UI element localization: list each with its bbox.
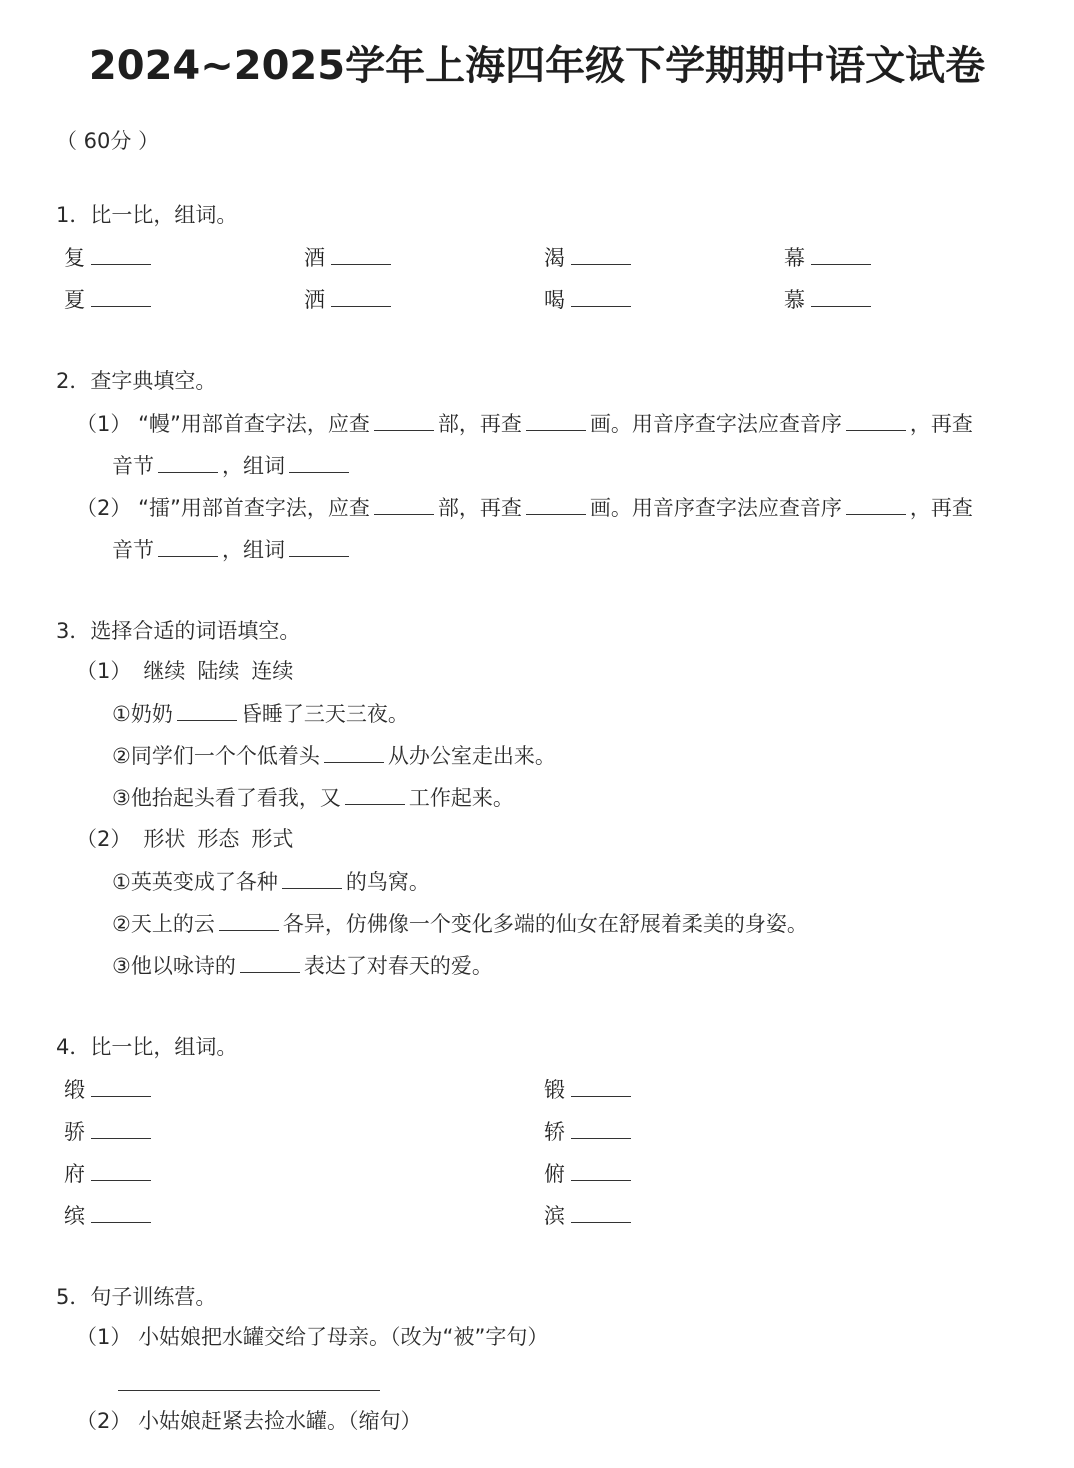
q3-g1-sentence: ③他抬起头看了看我，又 工作起来。 [112, 782, 514, 813]
q3-g1-sentence: ①奶奶 昏睡了三天三夜。 [112, 698, 409, 729]
answer-blank[interactable] [289, 450, 349, 473]
answer-blank[interactable] [571, 1074, 631, 1097]
answer-blank[interactable] [571, 1200, 631, 1223]
q1-item: 渴 [544, 242, 635, 273]
answer-blank[interactable] [846, 408, 906, 431]
q4-item: 府 [64, 1158, 155, 1189]
answer-blank[interactable] [345, 782, 405, 805]
q4-item: 缤 [64, 1200, 155, 1231]
q3-g2-sentence: ③他以咏诗的 表达了对春天的爱。 [112, 950, 493, 981]
answer-blank[interactable] [91, 1074, 151, 1097]
answer-blank[interactable] [571, 1158, 631, 1181]
q3-label: 3．选择合适的词语填空。 [56, 619, 301, 643]
q3-g2-sentence: ①英英变成了各种 的鸟窝。 [112, 866, 430, 897]
answer-blank[interactable] [526, 408, 586, 431]
q3-group1-options: （1） 继续 陆续 连续 [76, 659, 294, 683]
q1-item: 慕 [784, 284, 875, 315]
answer-blank[interactable] [219, 908, 279, 931]
q3-group2-options: （2） 形状 形态 形式 [76, 827, 294, 851]
answer-blank[interactable] [811, 242, 871, 265]
q5-part1: （1） 小姑娘把水罐交给了母亲。（改为“被”字句） [76, 1325, 549, 1349]
answer-blank[interactable] [91, 242, 151, 265]
q2-label: 2．查字典填空。 [56, 369, 217, 393]
q4-item: 轿 [544, 1116, 635, 1147]
score-label: （ 60分 ） [56, 129, 160, 153]
q4-item: 缎 [64, 1074, 155, 1105]
answer-blank[interactable] [91, 1200, 151, 1223]
q1-item: 夏 [64, 284, 155, 315]
answer-blank[interactable] [158, 450, 218, 473]
answer-blank[interactable] [282, 866, 342, 889]
page-title: 2024~2025学年上海四年级下学期期中语文试卷 [88, 43, 986, 89]
answer-line[interactable] [118, 1366, 380, 1391]
answer-blank[interactable] [811, 284, 871, 307]
answer-blank[interactable] [331, 242, 391, 265]
q4-item: 滨 [544, 1200, 635, 1231]
answer-blank[interactable] [240, 950, 300, 973]
answer-blank[interactable] [91, 1116, 151, 1139]
answer-blank[interactable] [91, 1158, 151, 1181]
answer-blank[interactable] [571, 284, 631, 307]
answer-blank[interactable] [289, 534, 349, 557]
q4-item: 俯 [544, 1158, 635, 1189]
answer-blank[interactable] [158, 534, 218, 557]
q3-g2-sentence: ②天上的云 各异，仿佛像一个变化多端的仙女在舒展着柔美的身姿。 [112, 908, 808, 939]
q1-item: 酒 [304, 242, 395, 273]
q1-item: 喝 [544, 284, 635, 315]
q5-label: 5．句子训练营。 [56, 1285, 217, 1309]
q2-part2-line2: 音节 ，组词 [112, 534, 353, 565]
answer-blank[interactable] [846, 492, 906, 515]
answer-blank[interactable] [177, 698, 237, 721]
answer-blank[interactable] [324, 740, 384, 763]
answer-blank[interactable] [374, 492, 434, 515]
q2-part2-line1: （2） “擂”用部首查字法，应查 部，再查 画。用音序查字法应查音序 ，再查 [76, 492, 973, 523]
q2-part1-line1: （1） “幔”用部首查字法，应查 部，再查 画。用音序查字法应查音序 ，再查 [76, 408, 973, 439]
q1-label: 1．比一比，组词。 [56, 203, 238, 227]
q4-item: 锻 [544, 1074, 635, 1105]
q4-item: 骄 [64, 1116, 155, 1147]
q3-g1-sentence: ②同学们一个个低着头 从办公室走出来。 [112, 740, 556, 771]
answer-blank[interactable] [571, 242, 631, 265]
q1-item: 洒 [304, 284, 395, 315]
q4-label: 4．比一比，组词。 [56, 1035, 238, 1059]
answer-blank[interactable] [331, 284, 391, 307]
answer-blank[interactable] [571, 1116, 631, 1139]
q1-item: 复 [64, 242, 155, 273]
q1-item: 幕 [784, 242, 875, 273]
q5-part2: （2） 小姑娘赶紧去捡水罐。（缩句） [76, 1409, 422, 1433]
q2-part1-line2: 音节 ，组词 [112, 450, 353, 481]
answer-blank[interactable] [91, 284, 151, 307]
answer-blank[interactable] [526, 492, 586, 515]
answer-blank[interactable] [374, 408, 434, 431]
